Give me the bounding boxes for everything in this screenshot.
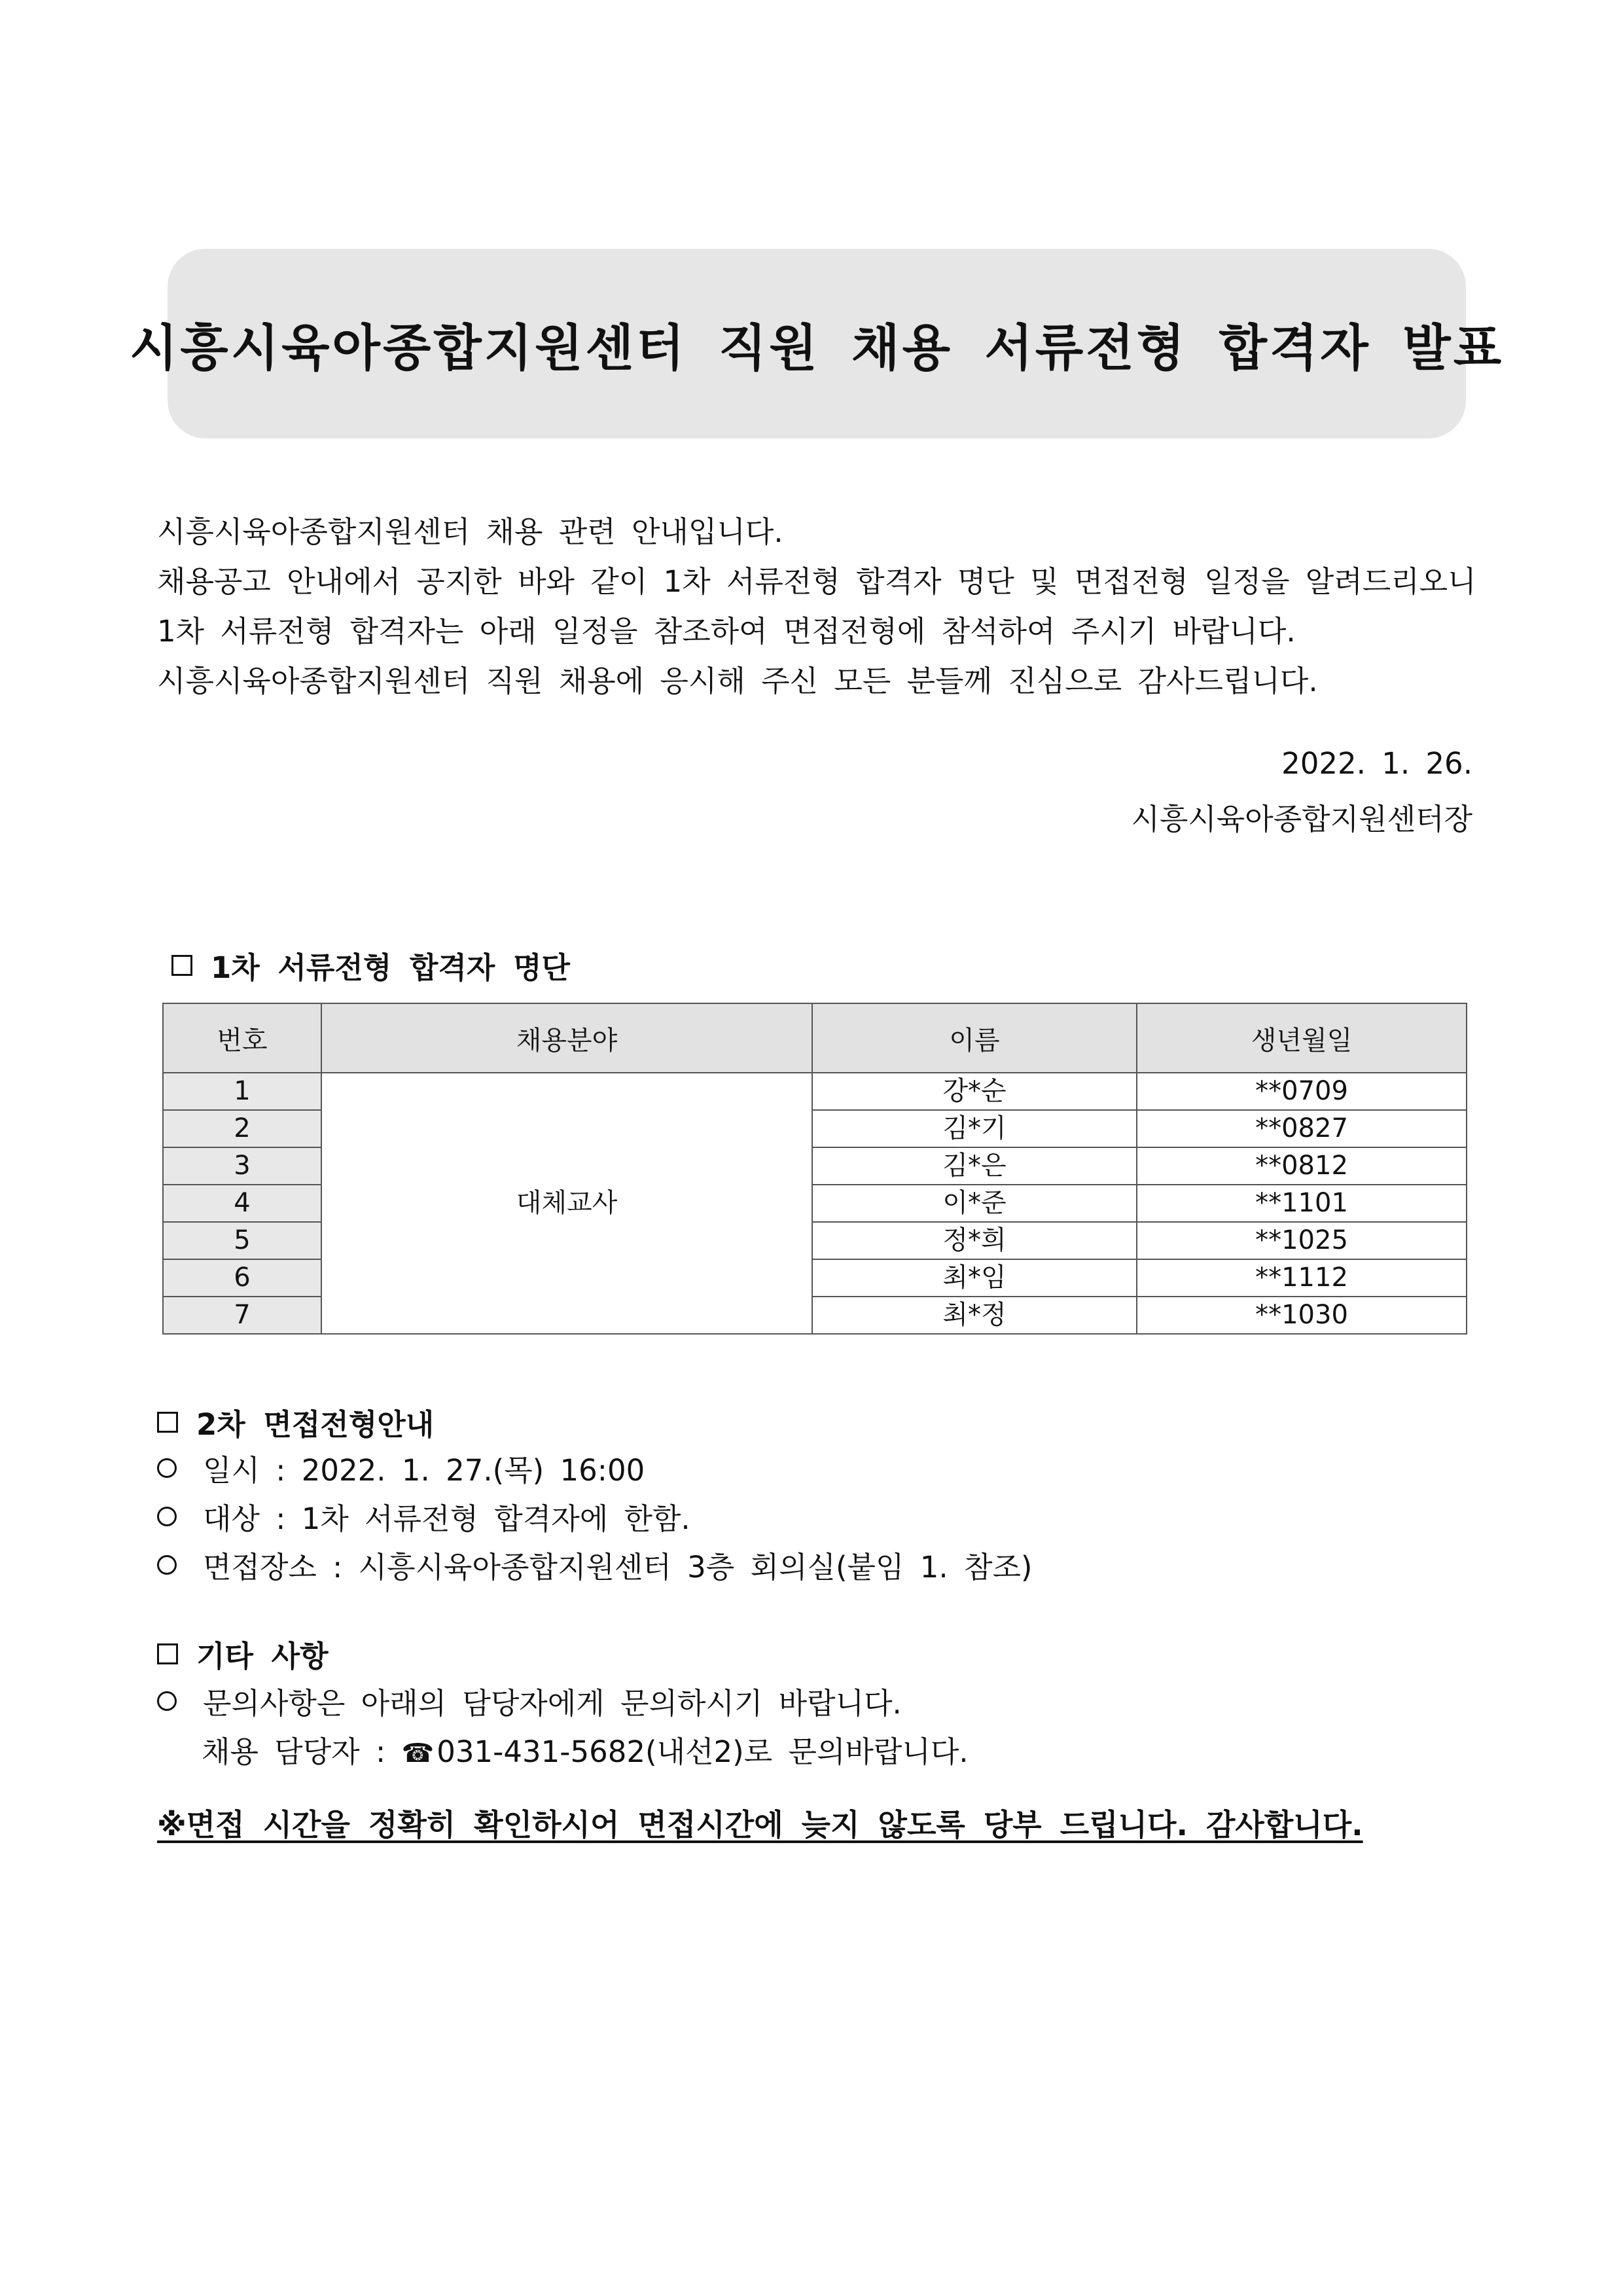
- section2-heading: [157, 1401, 434, 1443]
- header-field: 채용분야: [321, 1003, 812, 1073]
- header-name: 이름: [812, 1003, 1137, 1073]
- inquiry-text: 문의사항은 아래의 담당자에게 문의하시기 바랍니다.: [203, 1686, 902, 1721]
- announcement-date: 2022. 1. 26.: [1281, 746, 1472, 781]
- inquiry-line: [157, 1679, 902, 1722]
- row-name: 강*순: [812, 1073, 1137, 1110]
- row-number: 1: [163, 1073, 321, 1110]
- row-birthdate: **1030: [1137, 1297, 1467, 1334]
- row-name: 이*준: [812, 1185, 1137, 1222]
- circle-bullet-icon: [157, 1691, 177, 1711]
- interview-target-line: [157, 1495, 690, 1537]
- issuer-name: 시흥시육아종합지원센터장: [1131, 802, 1472, 836]
- circle-bullet-icon: [157, 1555, 177, 1575]
- phone-icon: ☎: [401, 1738, 435, 1768]
- section3-heading: [157, 1632, 329, 1675]
- page-title: 시흥시육아종합지원센터 직원 채용 서류전형 합격자 발표: [129, 318, 1505, 377]
- circle-bullet-icon: [157, 1458, 177, 1478]
- contact-line: [202, 1728, 969, 1770]
- row-birthdate: **1025: [1137, 1222, 1467, 1259]
- intro-line: 1차 서류전형 합격자는 아래 일정을 참조하여 면접전형에 참석하여 주시기 바랍니다.: [157, 614, 1296, 649]
- section3-heading-text: 기타 사항: [196, 1639, 329, 1674]
- section1-heading: [171, 944, 570, 986]
- row-number: 6: [163, 1259, 321, 1297]
- contact-number: 031-431-5682(내선2)로 문의바랍니다.: [437, 1734, 969, 1769]
- interview-location-text: 면접장소 : 시흥시육아종합지원센터 3층 회의실(붙임 1. 참조): [203, 1550, 1033, 1585]
- square-bullet-icon: [157, 1412, 178, 1433]
- row-name: 최*임: [812, 1259, 1137, 1297]
- interview-date-text: 일시 : 2022. 1. 27.(목) 16:00: [203, 1453, 645, 1488]
- header-number: 번호: [163, 1003, 321, 1073]
- section1-heading-text: 1차 서류전형 합격자 명단: [211, 950, 571, 985]
- applicant-table: [162, 1003, 1467, 1335]
- title-box: [129, 249, 1505, 439]
- square-bullet-icon: [157, 1643, 178, 1664]
- interview-location-line: [157, 1543, 1032, 1586]
- row-field: 대체교사: [321, 1073, 812, 1334]
- square-bullet-icon: [171, 955, 192, 976]
- row-number: 3: [163, 1147, 321, 1185]
- intro-paragraph: [157, 507, 1479, 706]
- intro-line: 시흥시육아종합지원센터 직원 채용에 응시해 주신 모든 분들께 진심으로 감사드립니다.: [157, 664, 1318, 698]
- contact-prefix: 채용 담당자 :: [202, 1734, 402, 1769]
- row-name: 김*은: [812, 1147, 1137, 1185]
- closing-notice: ※면접 시간을 정확히 확인하시어 면접시간에 늦지 않도록 당부 드립니다. 감사합니다.: [157, 1807, 1363, 1842]
- row-name: 정*희: [812, 1222, 1137, 1259]
- row-birthdate: **1101: [1137, 1185, 1467, 1222]
- row-birthdate: **1112: [1137, 1259, 1467, 1297]
- section2-heading-text: 2차 면접전형안내: [196, 1407, 435, 1442]
- table-row: [163, 1073, 1467, 1110]
- interview-date-line: [157, 1446, 645, 1489]
- row-birthdate: **0709: [1137, 1073, 1467, 1110]
- row-number: 2: [163, 1110, 321, 1147]
- row-birthdate: **0827: [1137, 1110, 1467, 1147]
- intro-line: 시흥시육아종합지원센터 채용 관련 안내입니다.: [157, 514, 783, 549]
- row-name: 최*정: [812, 1297, 1137, 1334]
- row-birthdate: **0812: [1137, 1147, 1467, 1185]
- interview-target-text: 대상 : 1차 서류전형 합격자에 한함.: [203, 1501, 690, 1536]
- row-number: 7: [163, 1297, 321, 1334]
- row-name: 김*기: [812, 1110, 1137, 1147]
- row-number: 5: [163, 1222, 321, 1259]
- row-number: 4: [163, 1185, 321, 1222]
- intro-line: 채용공고 안내에서 공지한 바와 같이 1차 서류전형 합격자 명단 및 면접전형 일정을 알려드리오니: [157, 564, 1476, 599]
- circle-bullet-icon: [157, 1507, 177, 1526]
- table-header-row: [163, 1003, 1467, 1073]
- header-birthdate: 생년월일: [1137, 1003, 1467, 1073]
